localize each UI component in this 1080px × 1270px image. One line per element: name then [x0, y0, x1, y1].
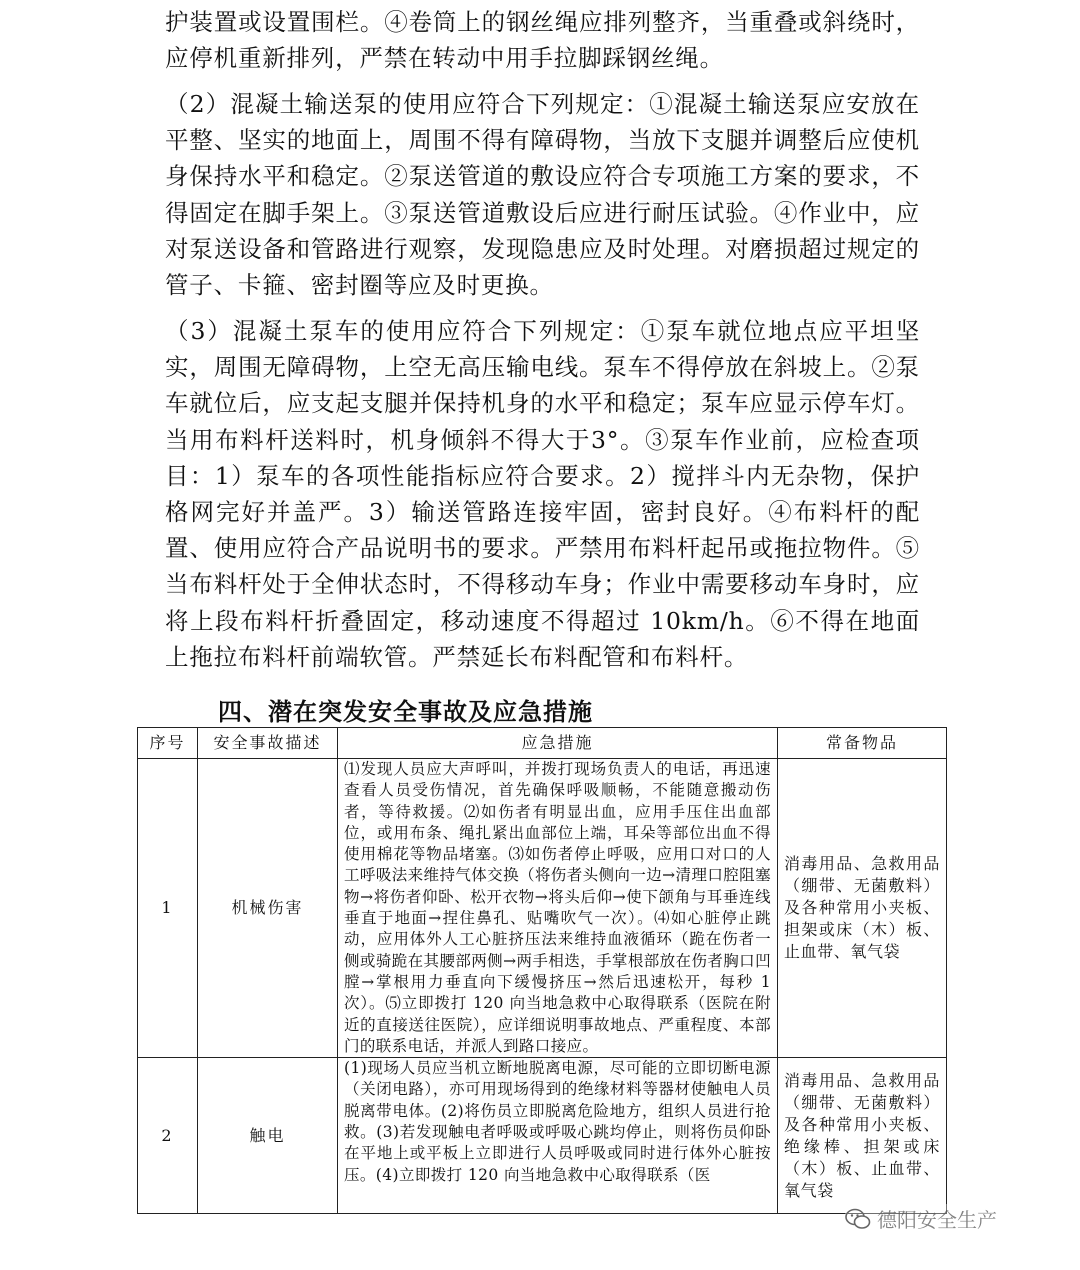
row-measures: (1)现场人员应当机立断地脱离电源，尽可能的立即切断电源（关闭电路），亦可用现场得到的绝缘材料等器材使触电人员脱离带电体。(2)将伤员立即脱离危险地方，组织人员进行抢救。(3)若发现触电者呼吸或呼吸心跳均停止，则将伤员仰卧在平地上或平板上立即进行人员呼吸或同时进行体外心脏按压。(4)立即拨打 120 向当地急救中心取得联系（医 — [338, 1058, 778, 1214]
wechat-icon — [845, 1208, 871, 1230]
table-row — [138, 1058, 947, 1214]
watermark — [845, 1204, 997, 1233]
paragraph-continuation: 护装置或设置围栏。④卷筒上的钢丝绳应排列整齐，当重叠或斜绕时，应停机重新排列，严禁在转动中用手拉脚踩钢丝绳。 — [165, 8, 920, 73]
row-no: 2 — [138, 1058, 198, 1214]
row-supplies: 消毒用品、急救用品（绷带、无菌敷料）及各种常用小夹板、绝缘棒、担架或床（木）板、止血带、氧气袋 — [778, 1058, 947, 1214]
watermark-text: 德阳安全生产 — [877, 1208, 997, 1232]
table-header-row — [138, 728, 947, 759]
table-row — [138, 759, 947, 1058]
row-supplies: 消毒用品、急救用品（绷带、无菌敷料）及各种常用小夹板、担架或床（木）板、止血带、氧气袋 — [778, 759, 947, 1058]
row-accident: 触电 — [198, 1058, 338, 1214]
header-accident: 安全事故描述 — [198, 728, 338, 759]
paragraph-pump-truck: （3）混凝土泵车的使用应符合下列规定：①泵车就位地点应平坦坚实，周围无障碍物，上空无高压输电线。泵车不得停放在斜坡上。②泵车就位后，应支起支腿并保持机身的水平和稳定；泵车应显示停车灯。当用布料杆送料时，机身倾斜不得大于3°。③泵车作业前，应检查项目：1）泵车的各项性能指标应符合要求。2）搅拌斗内无杂物，保护格网完好并盖严。3）输送管路连接牢固，密封良好。④布料杆的配置、使用应符合产品说明书的要求。严禁用布料杆起吊或拖拉物件。⑤当布料杆处于全伸状态时，不得移动车身；作业中需要移动车身时，应将上段布料杆折叠固定，移动速度不得超过 10km/h。⑥不得在地面上拖拉布料杆前端软管。严禁延长布料配管和布料杆。 — [165, 317, 920, 671]
header-measures: 应急措施 — [338, 728, 778, 759]
row-accident: 机械伤害 — [198, 759, 338, 1058]
row-no: 1 — [138, 759, 198, 1058]
header-supplies: 常备物品 — [778, 728, 947, 759]
section-heading: 四、潜在突发安全事故及应急措施 — [218, 698, 593, 726]
paragraph-concrete-pump: （2）混凝土输送泵的使用应符合下列规定：①混凝土输送泵应安放在平整、坚实的地面上，周围不得有障碍物，当放下支腿并调整后应使机身保持水平和稳定。②泵送管道的敷设应符合专项施工方案的要求，不得固定在脚手架上。③泵送管道敷设后应进行耐压试验。④作业中，应对泵送设备和管路进行观察，发现隐患应及时处理。对磨损超过规定的管子、卡箍、密封圈等应及时更换。 — [165, 90, 920, 300]
row-measures: ⑴发现人员应大声呼叫，并拨打现场负责人的电话，再迅速查看人员受伤情况，首先确保呼吸顺畅，不能随意搬动伤者，等待救援。⑵如伤者有明显出血，应用手压住出血部位，或用布条、绳扎紧出血部位上端，耳朵等部位出血不得使用棉花等物品堵塞。⑶如伤者停止呼吸，应用口对口的人工呼吸法来维持气体交换（将伤者头侧向一边→清理口腔阻塞物→将伤者仰卧、松开衣物→将头后仰→使下颌角与耳垂连线垂直于地面→捏住鼻孔、贴嘴吹气一次）。⑷如心脏停止跳动，应用体外人工心脏挤压法来维持血液循环（跪在伤者一侧或骑跪在其腰部两侧→两手相迭，手掌根部放在伤者胸口凹膛→掌根用力垂直向下缓慢挤压→然后迅速松开，每秒 1 次）。⑸立即拨打 120 向当地急救中心取得联系（医院在附近的直接送往医院），应详细说明事故地点、严重程度、本部门的联系电话，并派人到路口接应。 — [338, 759, 778, 1058]
header-no: 序号 — [138, 728, 198, 759]
emergency-measures-table — [137, 727, 947, 1214]
